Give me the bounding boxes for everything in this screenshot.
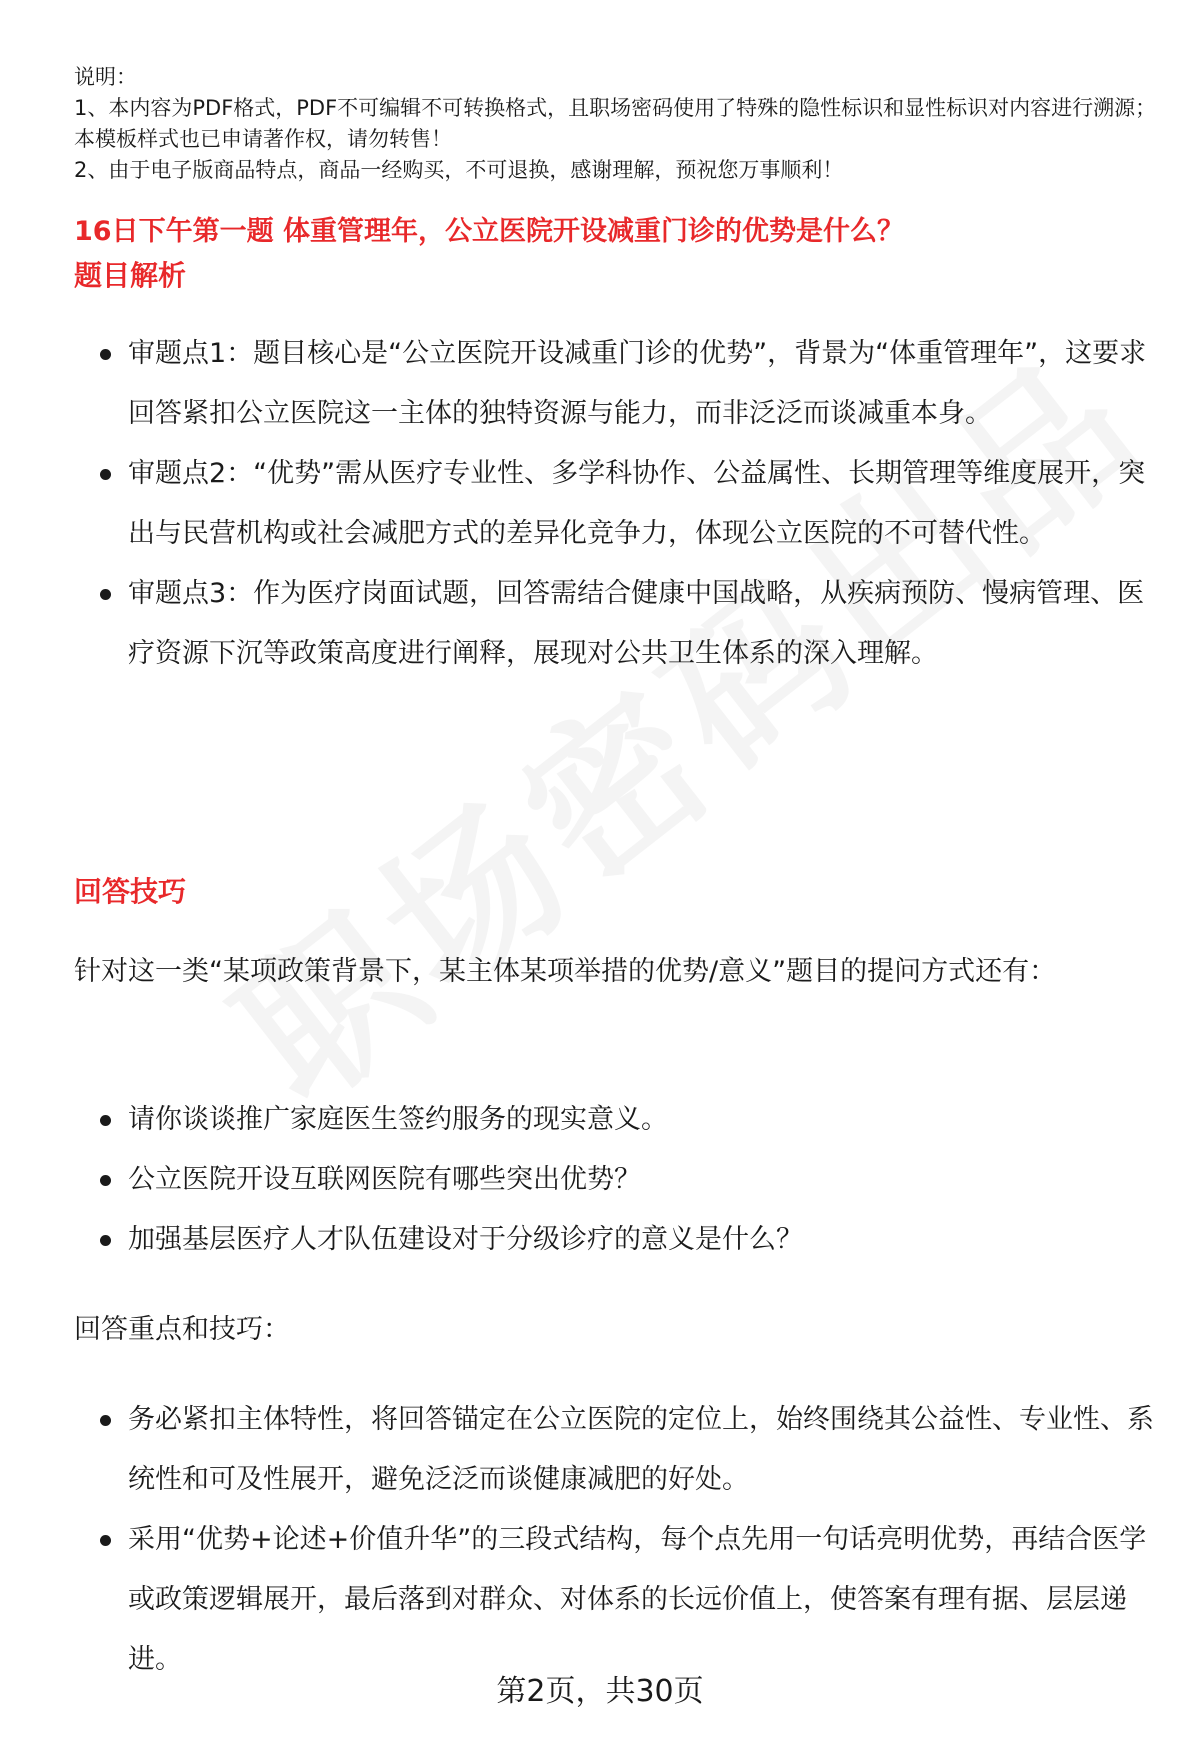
tips-heading: 回答技巧 — [74, 875, 187, 908]
analysis-item — [74, 564, 1154, 684]
notice-block — [74, 62, 1164, 186]
key-point-text: 采用“优势+论述+价值升华”的三段式结构，每个点先用一句话亮明优势，再结合医学或政策逻辑展开，最后落到对群众、对体系的长远价值上，使答案有理有据、层层递进。 — [128, 1524, 1147, 1675]
bullet-dot — [100, 349, 111, 360]
example-question-list — [74, 1090, 1154, 1270]
example-question — [74, 1150, 1154, 1210]
page-number: 第2页，共30页 — [496, 1674, 704, 1709]
bullet-dot — [100, 1175, 111, 1186]
analysis-item — [74, 444, 1154, 564]
notice-line-2: 2、由于电子版商品特点，商品一经购买，不可退换，感谢理解，预祝您万事顺利！ — [74, 158, 844, 182]
bullet-dot — [100, 589, 111, 600]
analysis-list — [74, 324, 1154, 684]
example-question — [74, 1090, 1154, 1150]
analysis-item-text: 审题点2：“优势”需从医疗专业性、多学科协作、公益属性、长期管理等维度展开，突出与民营机构或社会减肥方式的差异化竞争力，体现公立医院的不可替代性。 — [128, 458, 1146, 549]
analysis-item-text: 审题点1：题目核心是“公立医院开设减重门诊的优势”，背景为“体重管理年”，这要求回答紧扣公立医院这一主体的独特资源与能力，而非泛泛而谈减重本身。 — [128, 338, 1147, 429]
bullet-dot — [100, 1415, 111, 1426]
analysis-item — [74, 324, 1154, 444]
question-title: 16日下午第一题 体重管理年，公立医院开设减重门诊的优势是什么？ — [74, 216, 904, 247]
key-points-label: 回答重点和技巧： — [74, 1314, 290, 1345]
key-point-text: 务必紧扣主体特性，将回答锚定在公立医院的定位上，始终围绕其公益性、专业性、系统性和可及性展开，避免泛泛而谈健康减肥的好处。 — [128, 1404, 1154, 1495]
key-point — [74, 1510, 1154, 1690]
bullet-dot — [100, 1115, 111, 1126]
bullet-dot — [100, 1235, 111, 1246]
example-question-text: 请你谈谈推广家庭医生签约服务的现实意义。 — [128, 1104, 668, 1135]
analysis-heading: 题目解析 — [74, 259, 187, 292]
tips-intro: 针对这一类“某项政策背景下，某主体某项举措的优势/意义”题目的提问方式还有： — [74, 956, 1057, 987]
notice-line-1: 1、本内容为PDF格式，PDF不可编辑不可转换格式，且职场密码使用了特殊的隐性标识和显性标识对内容进行溯源；本模板样式也已申请著作权，请勿转售！ — [74, 96, 1157, 151]
key-point — [74, 1390, 1154, 1510]
example-question-text: 公立医院开设互联网医院有哪些突出优势？ — [128, 1164, 641, 1195]
key-points-list — [74, 1390, 1154, 1690]
bullet-dot — [100, 1535, 111, 1546]
example-question — [74, 1210, 1154, 1270]
example-question-text: 加强基层医疗人才队伍建设对于分级诊疗的意义是什么？ — [128, 1224, 803, 1255]
analysis-item-text: 审题点3：作为医疗岗面试题，回答需结合健康中国战略，从疾病预防、慢病管理、医疗资源下沉等政策高度进行阐释，展现对公共卫生体系的深入理解。 — [128, 578, 1145, 669]
notice-label: 说明： — [74, 65, 137, 89]
bullet-dot — [100, 469, 111, 480]
